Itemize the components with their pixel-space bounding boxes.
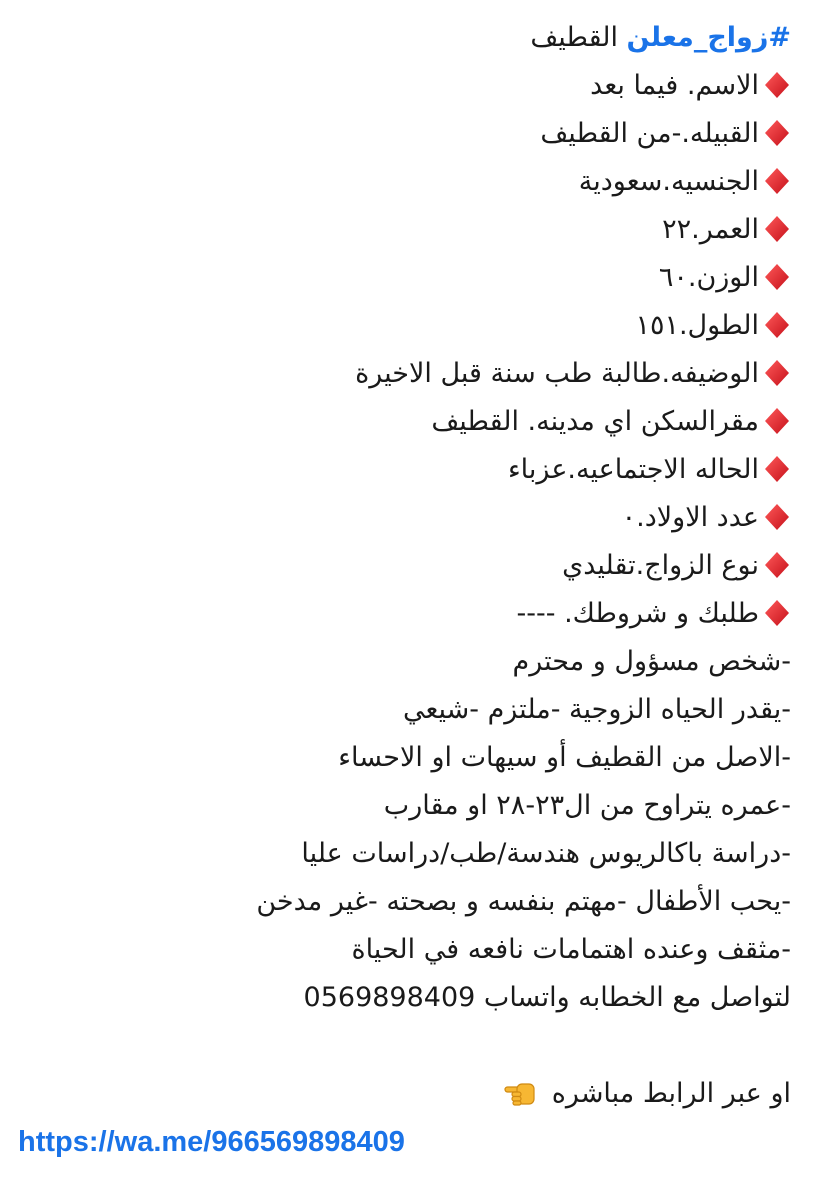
condition-line: -دراسة باكالريوس هندسة/طب/دراسات عليا: [301, 838, 791, 869]
condition-line: -شخص مسؤول و محترم: [512, 646, 791, 677]
blank-line: [18, 1022, 791, 1070]
field-line: [18, 254, 791, 302]
field-line: [18, 350, 791, 398]
field-text: الطول.١٥١: [635, 310, 759, 341]
field-text: العمر.٢٢: [662, 214, 759, 245]
field-text: نوع الزواج.تقليدي: [562, 550, 759, 581]
field-text: الوضيفه.طالبة طب سنة قبل الاخيرة: [355, 358, 759, 389]
red-diamond-icon: [763, 119, 791, 147]
field-text: الحاله الاجتماعيه.عزباء: [507, 454, 759, 485]
red-diamond-icon: [763, 599, 791, 627]
field-line: [18, 494, 791, 542]
condition-line: -يحب الأطفال -مهتم بنفسه و بصحته -غير مدخن: [256, 886, 791, 917]
field-text: الجنسيه.سعودية: [578, 166, 759, 197]
field-line: [18, 62, 791, 110]
field-line: [18, 302, 791, 350]
condition-line: -مثقف وعنده اهتمامات نافعه في الحياة: [351, 934, 791, 965]
contact-text: لتواصل مع الخطابه واتساب: [475, 982, 791, 1013]
field-line: [18, 158, 791, 206]
red-diamond-icon: [763, 167, 791, 195]
field-text: القبيله.-من القطيف: [540, 118, 759, 149]
pointing-left-hand-icon: [503, 1078, 537, 1108]
field-line: [18, 446, 791, 494]
field-text: الاسم. فيما بعد: [590, 70, 759, 101]
field-line: [18, 206, 791, 254]
hashtag-link[interactable]: #زواج_معلن: [626, 22, 791, 53]
red-diamond-icon: [763, 215, 791, 243]
contact-number: 0569898409: [303, 982, 476, 1013]
condition-line: -الاصل من القطيف أو سيهات او الاحساء: [338, 742, 791, 773]
red-diamond-icon: [763, 311, 791, 339]
red-diamond-icon: [763, 263, 791, 291]
field-text: مقرالسكن اي مدينه. القطيف: [431, 406, 759, 437]
red-diamond-icon: [763, 551, 791, 579]
via-link-line: [18, 1070, 791, 1118]
red-diamond-icon: [763, 359, 791, 387]
contact-line: [18, 974, 791, 1022]
condition-line: -يقدر الحياه الزوجية -ملتزم -شيعي: [402, 694, 791, 725]
red-diamond-icon: [763, 455, 791, 483]
field-line: [18, 590, 791, 638]
post-title: [18, 14, 791, 62]
field-text: عدد الاولاد.٠: [621, 502, 759, 533]
whatsapp-link[interactable]: https://wa.me/966569898409: [18, 1126, 405, 1158]
condition-line: -عمره يتراوح من ال٢٣-٢٨ او مقارب: [383, 790, 791, 821]
red-diamond-icon: [763, 407, 791, 435]
red-diamond-icon: [763, 71, 791, 99]
field-text: طلبك و شروطك. ----: [516, 598, 759, 629]
field-line: [18, 110, 791, 158]
field-text: الوزن.٦٠: [658, 262, 759, 293]
title-suffix: القطيف: [530, 22, 627, 53]
field-line: [18, 398, 791, 446]
red-diamond-icon: [763, 503, 791, 531]
link-line: [18, 1118, 791, 1166]
via-link-text: او عبر الرابط مباشره: [543, 1078, 791, 1109]
field-line: [18, 542, 791, 590]
